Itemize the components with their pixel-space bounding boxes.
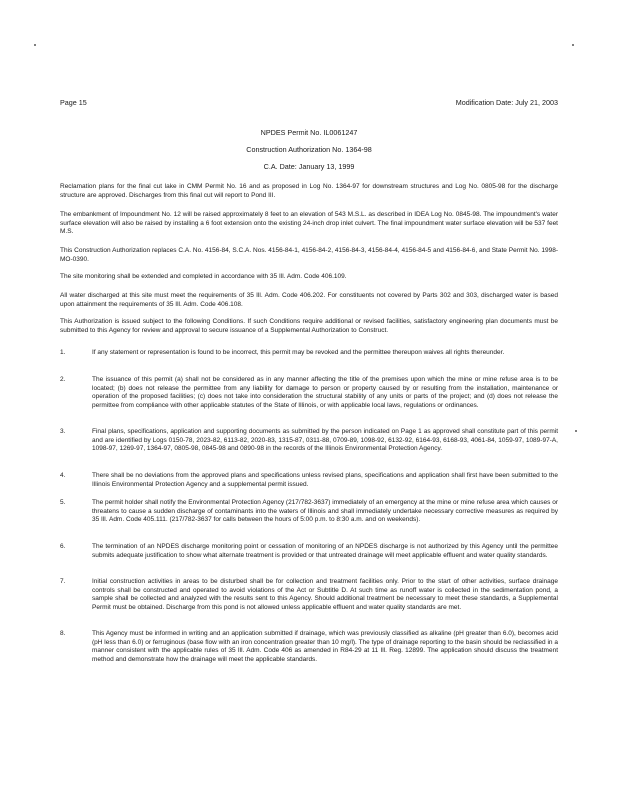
condition-number: 8. (60, 630, 66, 637)
paragraph-conditions-intro: This Authorization is issued subject to the following Conditions. If such Conditions require additional or revised facilities, satisfactory engineering plan documents must be submitted to this Agency for review and approval to secure issuance of a Supplemental Authorization to Construct. (60, 318, 558, 334)
permit-number: NPDES Permit No. IL0061247 (260, 128, 358, 137)
paragraph-monitoring: The site monitoring shall be extended and completed in accordance with 35 Ill. Adm. Code 406.109. (60, 273, 347, 280)
condition-number: 6. (60, 543, 66, 550)
page-number: Page 15 (60, 98, 87, 107)
condition-text: The issuance of this permit (a) shall not be considered as in any manner affecting the title of the premises upon which the mine or mine refuse area is to be located; (b) does not release the permittee from any liability for damage to person or property caused by or resulting from the installation, maintenance or operation of the proposed facilities; (c) does not take into consideration the structural stability of any units or parts of the project; and (d) does not release the permittee from compliance with other applicable statutes of the State of Illinois, or with applicable local laws, regulations or ordinances. (92, 376, 558, 409)
condition-text: If any statement or representation is found to be incorrect, this permit may be revoked and the permittee thereupon waives all rights thereunder. (92, 349, 505, 356)
paragraph-reclamation: Reclamation plans for the final cut lake in CMM Permit No. 16 and as proposed in Log No. 1364-97 for downstream structures and Log No. 0805-98 for the discharge structure are approved. Discharges from this final cut will report to Pond III. (60, 183, 558, 199)
paragraph-replaces: This Construction Authorization replaces C.A. No. 4156-84, S.C.A. Nos. 4156-84-1, 4156-84-2, 4156-84-3, 4156-84-4, 4156-84-5 and 4156-84-6, and State Permit No. 1998-MO-0390. (60, 247, 558, 263)
scan-speck (575, 430, 577, 432)
scan-speck (34, 44, 36, 46)
condition-text: The permit holder shall notify the Environmental Protection Agency (217/782-3637) immediately of an emergency at the mine or mine refuse area which causes or threatens to cause a sudden discharge of contaminants into the waters of Illinois and shall immediately undertake necessary corrective measures as required by 35 Ill. Adm. Code 405.111. (217/782-3637 for calls between the hours of 5:00 p.m. to 8:30 a.m. and on weekends). (92, 499, 558, 524)
condition-number: 7. (60, 578, 66, 585)
condition-text: Final plans, specifications, application and supporting documents as submitted by the person indicated on Page 1 as approved shall constitute part of this permit and are identified by Logs 0150-78, 2023-82, 6113-82, 2020-83, 1315-87, 0311-88, 0709-89, 1098-92, 6132-92, 6164-93, 6168-93, 4061-84, 1059-97, 1089-97-A, 1098-97, 1269-97, 1364-97, 0805-98, 0845-98 and 0890-98 in the records of the Illinois Environmental Protection Agency. (92, 428, 558, 453)
modification-date: Modification Date: July 21, 2003 (455, 98, 558, 107)
condition-text: There shall be no deviations from the approved plans and specifications unless revised plans, specifications and application shall first have been submitted to the Illinois Environmental Protection Agency and a supplemental permit issued. (92, 472, 558, 488)
condition-number: 1. (60, 349, 66, 356)
condition-number: 4. (60, 472, 66, 479)
condition-text: The termination of an NPDES discharge monitoring point or cessation of monitoring of an NPDES discharge is not authorized by this Agency until the permittee submits adequate justification to show what alternate treatment is provided or that untreated drainage will meet applicable effluent and water quality standards. (92, 543, 558, 559)
condition-number: 3. (60, 428, 66, 435)
scan-speck (572, 44, 574, 46)
paragraph-embankment: The embankment of Impoundment No. 12 will be raised approximately 8 feet to an elevation of 543 M.S.L. as described in IDEA Log No. 0845-98. The impoundment's water surface elevation will also be raised by installing a 6 foot extension onto the existing 24-inch drop inlet culvert. The final impoundment water surface elevation will be 537 feet M.S. (60, 211, 558, 236)
paragraph-water-discharge: All water discharged at this site must meet the requirements of 35 Ill. Adm. Code 406.202. For constituents not covered by Parts 302 and 303, discharged water is based upon attainment the requirements of 35 Ill. Adm. Code 406.108. (60, 292, 558, 308)
authorization-number: Construction Authorization No. 1364-98 (246, 145, 372, 154)
condition-number: 5. (60, 499, 66, 506)
condition-number: 2. (60, 376, 66, 383)
condition-text: This Agency must be informed in writing and an application submitted if drainage, which was previously classified as alkaline (pH greater than 6.0), becomes acid (pH less than 6.0) or ferruginous (base flow with an iron concentration greater than 10 mg/l). The type of drainage reporting to the basin should be reclassified in a manner consistent with the applicable rules of 35 Ill. Adm. Code 406 as amended in R84-29 at 11 Ill. Reg. 12899. The application should discuss the treatment method and demonstrate how the drainage will meet the applicable standards. (92, 630, 558, 663)
condition-text: Initial construction activities in areas to be disturbed shall be for collection and treatment facilities only. Prior to the start of other activities, surface drainage controls shall be constructed and operated to avoid violations of the Act or Subtitle D. At such time as runoff water is collected in the sedimentation pond, a sample shall be collected and analyzed with the results sent to this Agency. Should additional treatment be necessary to meet these standards, a Supplemental Permit must be obtained. Discharge from this pond is not allowed unless applicable effluent and water quality standards are met. (92, 578, 558, 611)
authorization-date: C.A. Date: January 13, 1999 (263, 162, 355, 171)
